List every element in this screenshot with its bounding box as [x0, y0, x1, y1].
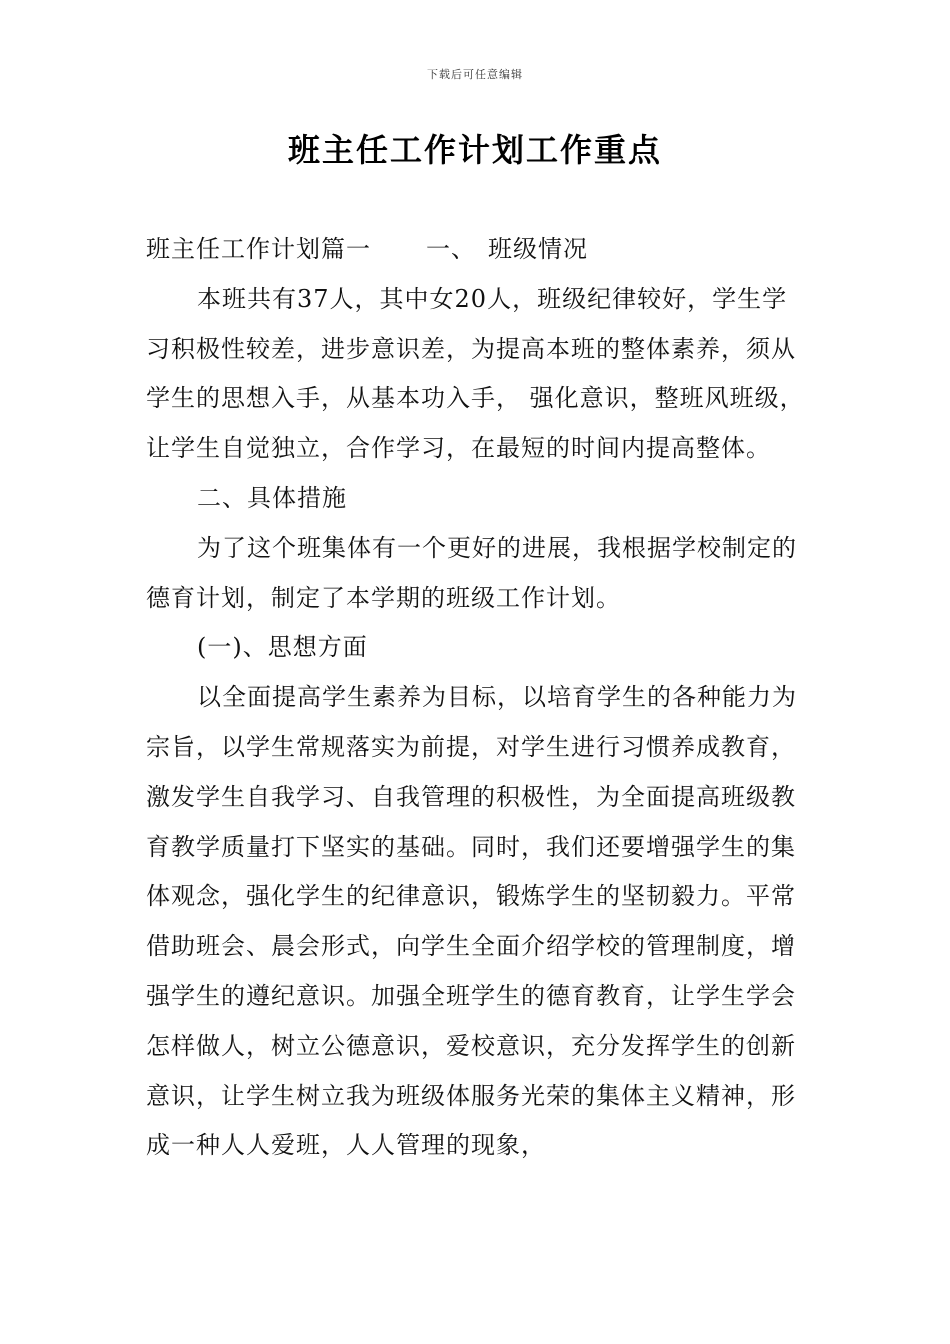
section-number: 一、	[426, 235, 476, 263]
document-title: 班主任工作计划工作重点	[287, 131, 662, 169]
chapter-label: 班主任工作计划篇一	[146, 235, 371, 263]
document-body	[146, 225, 808, 1171]
paragraph-measures-intro: 为了这个班集体有一个更好的进展，我根据学校制定的德育计划，制定了本学期的班级工作计划。	[146, 533, 797, 612]
section-heading-2: 二、具体措施	[197, 483, 347, 512]
paragraph-thought: 以全面提高学生素养为目标，以培育学生的各种能力为宗旨，以学生常规落实为前提，对学生进行习惯养成教育，激发学生自我学习、自我管理的积极性，为全面提高班级教育教学质量打下坚实的基础。同时，我们还要增强学生的集体观念，强化学生的纪律意识，锻炼学生的坚韧毅力。平常借助班会、晨会形式，向学生全面介绍学校的管理制度，增强学生的遵纪意识。加强全班学生的德育教育，让学生学会怎样做人，树立公德意识，爱校意识，充分发挥学生的创新意识，让学生树立我为班级体服务光荣的集体主义精神，形成一种人人爱班，人人管理的现象，	[146, 683, 797, 1160]
header-note: 下载后可任意编辑	[427, 68, 523, 81]
section-heading-1	[146, 225, 808, 275]
paragraph-class-situation: 本班共有37人，其中女20人，班级纪律较好，学生学习积极性较差，进步意识差，为提高本班的整体素养，须从学生的思想入手，从基本功入手， 强化意识，整班风班级，让学生自觉独立，合作学习，在最短的时间内提高整体。	[146, 284, 805, 463]
section-title: 班级情况	[488, 235, 588, 263]
subsection-heading-thought: (一)、思想方面	[197, 633, 368, 662]
